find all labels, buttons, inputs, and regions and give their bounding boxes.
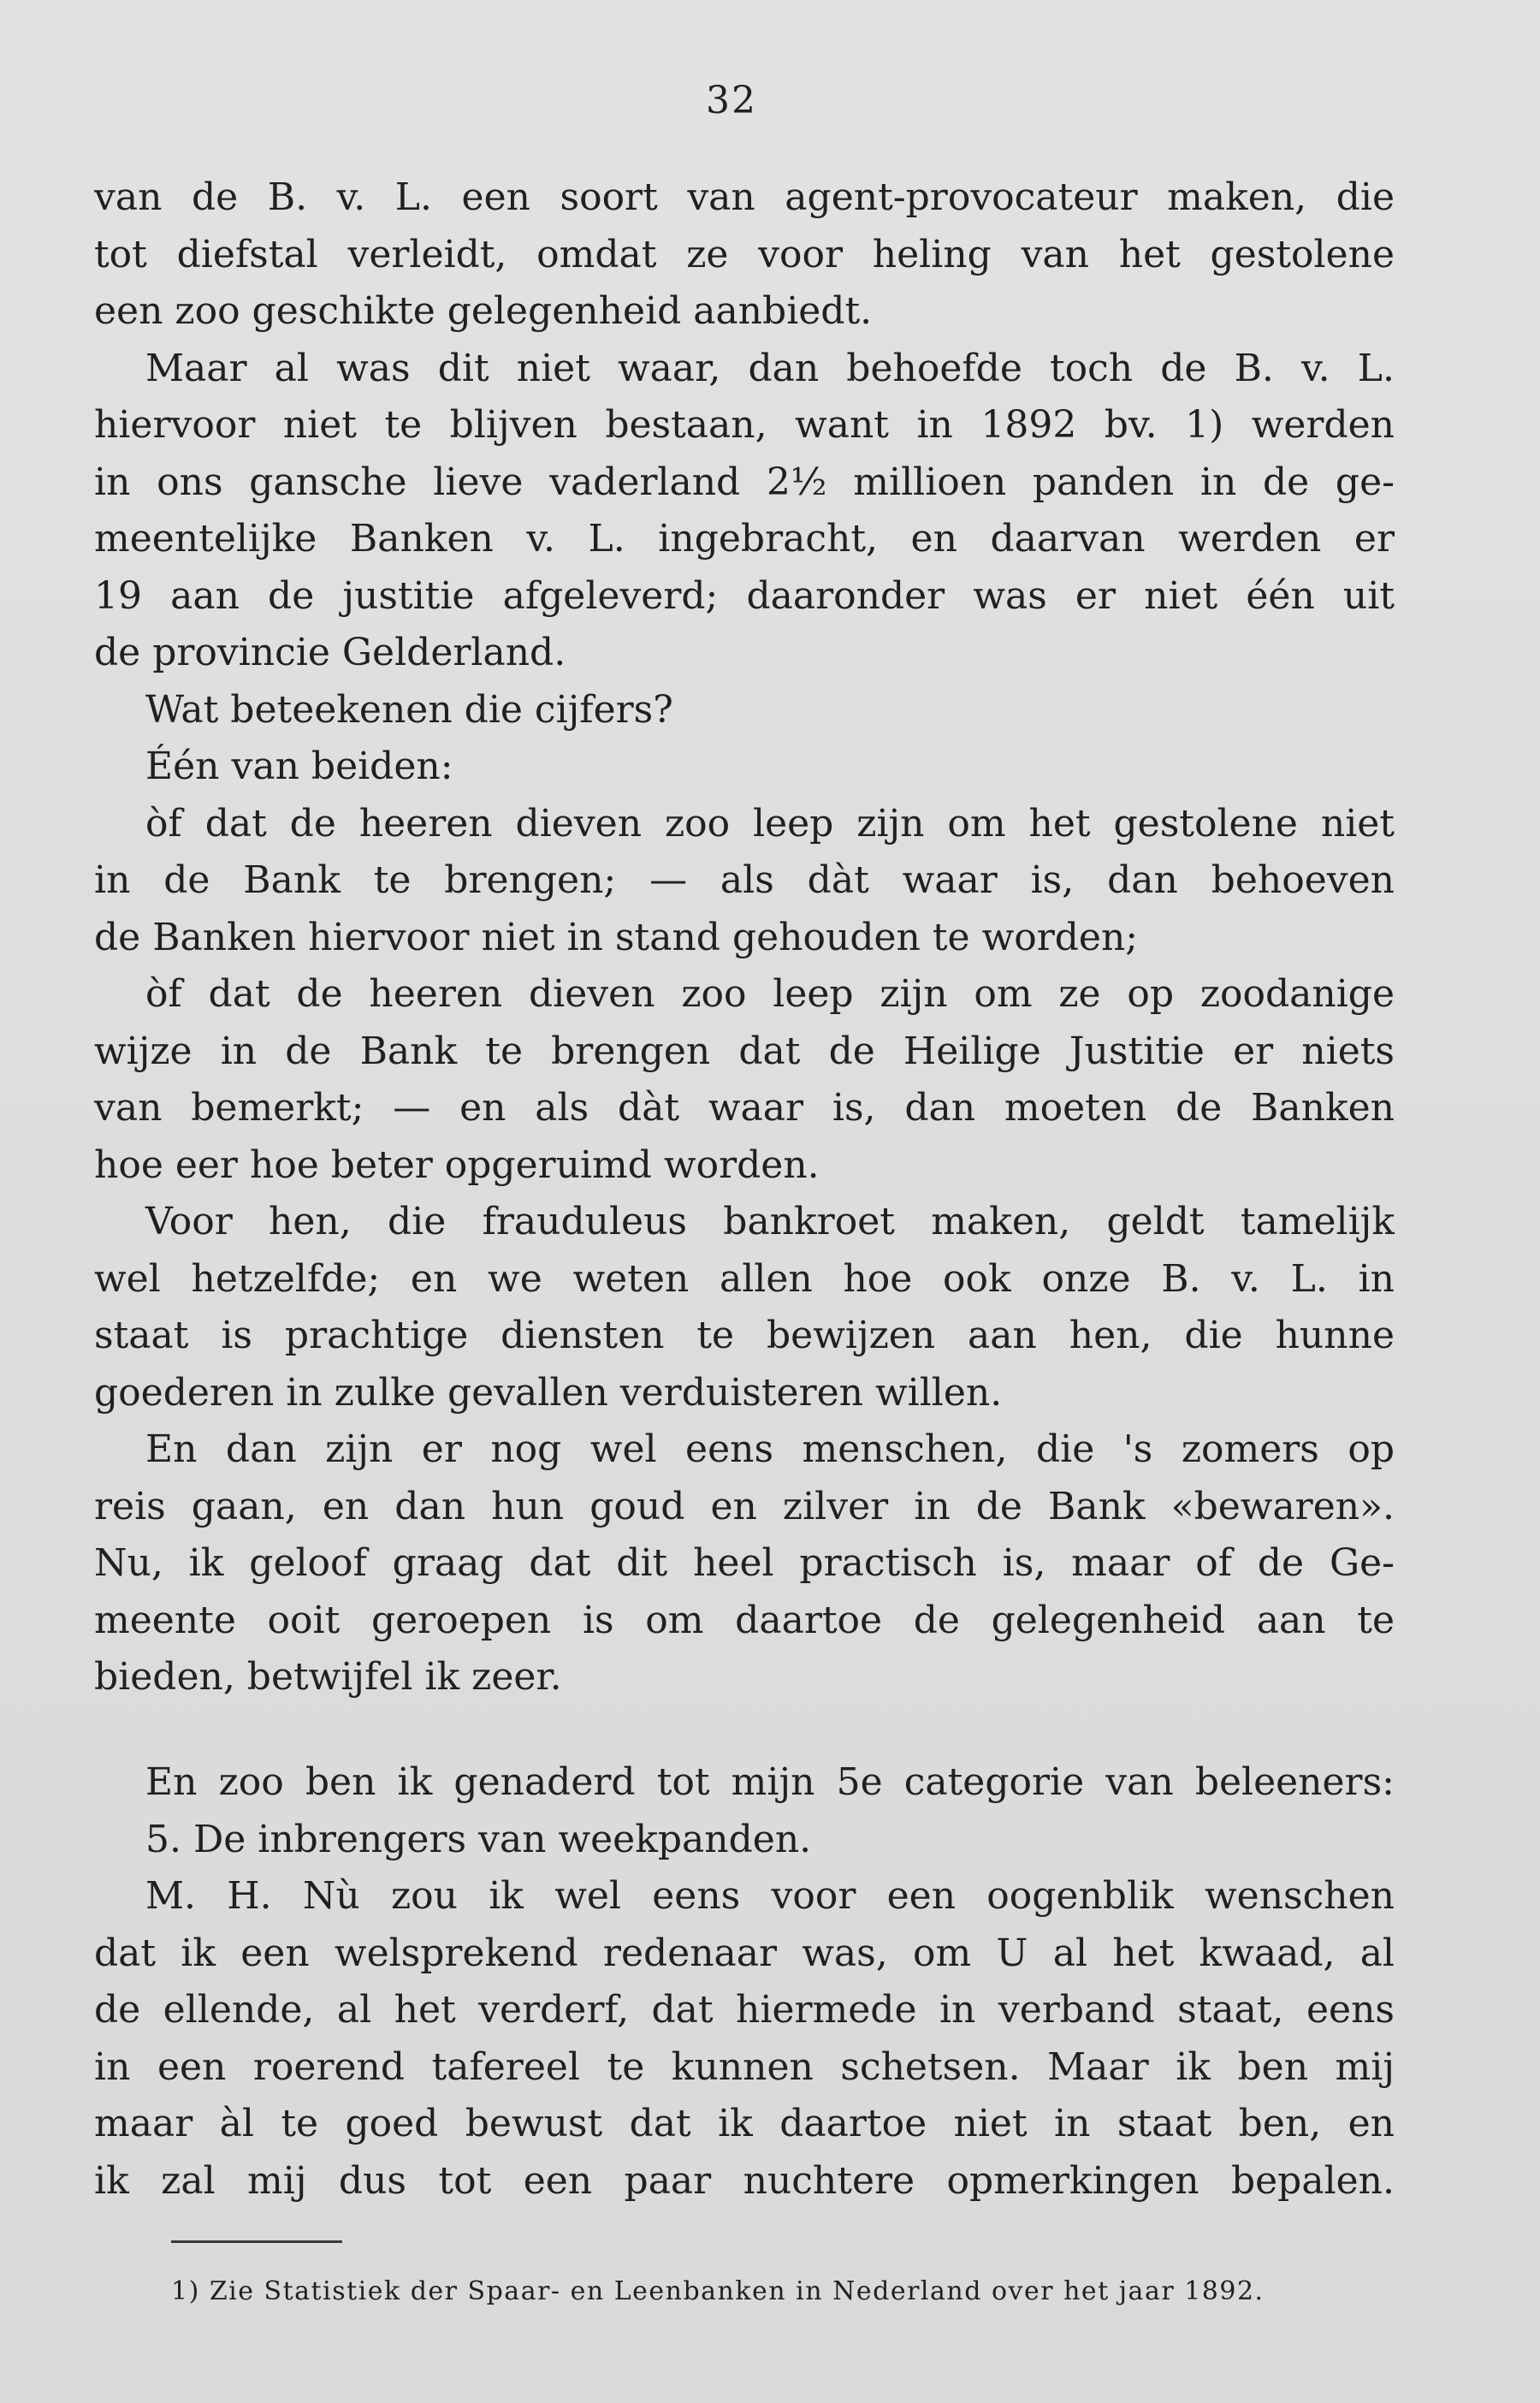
text-line: En zoo ben ik genaderd tot mijn 5e categorie van beleeners: [145, 1760, 1395, 1804]
text-line: in de Bank te brengen; — als dàt waar is, dan behoeven [94, 858, 1395, 902]
text-line: van bemerkt; — en als dàt waar is, dan moeten de Banken [94, 1086, 1395, 1130]
text-line: een zoo geschikte gelegenheid aanbiedt. [94, 289, 873, 333]
page-number: 32 [706, 79, 757, 122]
text-line: Nu, ik geloof graag dat dit heel practisch is, maar of de Ge- [94, 1541, 1395, 1585]
text-block-second [94, 1754, 1395, 2210]
text-line: de provincie Gelderland. [94, 631, 566, 674]
text-line: ik zal mij dus tot een paar nuchtere opmerkingen bepalen. [94, 2158, 1395, 2203]
text-line: hiervoor niet te blijven bestaan, want in 1892 bv. 1) werden [94, 403, 1395, 447]
text-line: reis gaan, en dan hun goud en zilver in de Bank «bewaren». [94, 1484, 1395, 1528]
text-line: bieden, betwijfel ik zeer. [94, 1655, 562, 1699]
text-line: òf dat de heeren dieven zoo leep zijn om het gestolene niet [145, 801, 1395, 846]
text-line: wijze in de Bank te brengen dat de Heilige Justitie er niets [94, 1029, 1395, 1073]
text-line: Maar al was dit niet waar, dan behoefde toch de B. v. L. [145, 346, 1395, 390]
text-line: in ons gansche lieve vaderland 2½ millioen panden in de ge- [94, 460, 1395, 504]
text-line: dat ik een welsprekend redenaar was, om U al het kwaad, al [94, 1931, 1395, 1975]
text-line: òf dat de heeren dieven zoo leep zijn om ze op zoodanige [145, 972, 1395, 1016]
footnote-divider [171, 2240, 342, 2243]
text-line: maar àl te goed bewust dat ik daartoe niet in staat ben, en [94, 2102, 1395, 2145]
text-line: tot diefstal verleidt, omdat ze voor heling van het gestolene [94, 232, 1395, 276]
text-line: de Banken hiervoor niet in stand gehouden te worden; [94, 915, 1139, 959]
text-line: 5. De inbrengers van weekpanden. [145, 1817, 812, 1861]
text-line: van de B. v. L. een soort van agent-provocateur maken, die [94, 175, 1395, 219]
footnote: 1) Zie Statistiek der Spaar- en Leenbanken in Nederland over het jaar 1892. [171, 2276, 1265, 2306]
text-line: meente ooit geroepen is om daartoe de gelegenheid aan te [94, 1598, 1395, 1642]
text-line: Één van beiden: [145, 745, 453, 788]
text-line: wel hetzelfde; en we weten allen hoe ook onze B. v. L. in [94, 1256, 1395, 1301]
text-line: de ellende, al het verderf, dat hiermede in verband staat, eens [94, 1988, 1395, 2032]
text-line: in een roerend tafereel te kunnen schetsen. Maar ik ben mij [94, 2044, 1395, 2089]
text-line: hoe eer hoe beter opgeruimd worden. [94, 1142, 820, 1187]
text-line: En dan zijn er nog wel eens menschen, die 's zomers op [145, 1427, 1395, 1471]
text-line: 19 aan de justitie afgeleverd; daaronder was er niet één uit [94, 573, 1395, 618]
text-line: staat is prachtige diensten te bewijzen aan hen, die hunne [94, 1314, 1395, 1357]
text-line: meentelijke Banken v. L. ingebracht, en daarvan werden er [94, 517, 1395, 561]
text-line: goederen in zulke gevallen verduisteren willen. [94, 1370, 1003, 1415]
text-line: Voor hen, die frauduleus bankroet maken, geldt tamelijk [145, 1200, 1395, 1243]
text-line: M. H. Nù zou ik wel eens voor een oogenblik wenschen [145, 1874, 1395, 1918]
text-line: Wat beteekenen die cijfers? [145, 687, 673, 732]
text-block-main [94, 169, 1395, 1706]
